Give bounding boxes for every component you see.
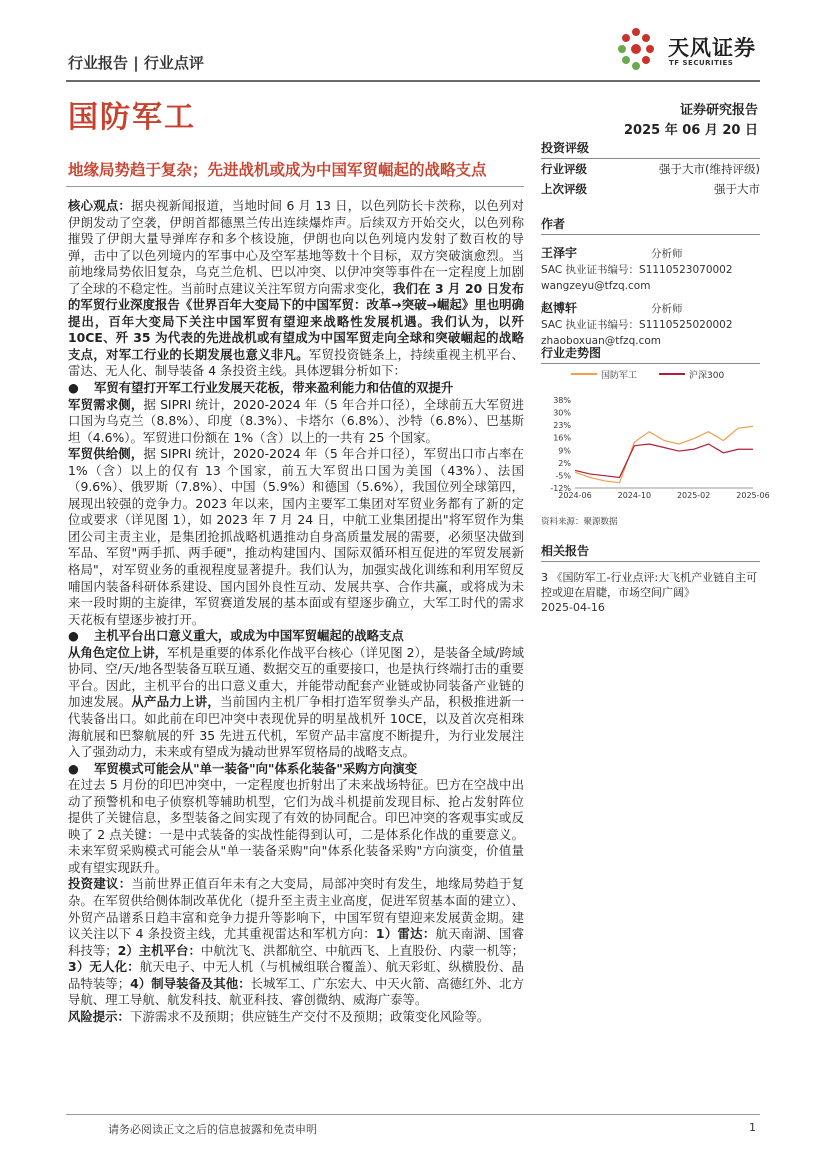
sidebar — [541, 139, 760, 349]
x-tick-label: 2024-06 — [558, 491, 592, 500]
page-number: 1 — [749, 1121, 756, 1134]
para-invest: 投资建议：当前世界正值百年未有之大变局，局部冲突时有发生，地缘局势趋于复杂。在军贸供给侧体制改革优化（提升至主责主业高度，促进军贸基本面的建立）、外贸产品谱系日趋丰富和竞争力提升等影响下，中国军贸有望迎来发展黄金期。建议关注以下 4 条投资主线，尤其重视雷达和军机方向：1）雷达：航天南湖、国睿科技等；2）主机平台：中航沈飞、洪都航空、中航西飞、上直股份、内蒙一机等；3）无人化：航天电子、中无人机（与机械组联合覆盖）、航天彩虹、纵横股份、晶品特装等；4）制导装备及其他：长城军工、广东宏大、中天火箭、高德红外、北方导航、理工导航、航发科技、航亚科技、睿创微纳、威海广泰等。 — [68, 876, 525, 1008]
footer-rule — [66, 1114, 760, 1115]
chart-heading: 行业走势图 — [541, 344, 760, 364]
series-line — [575, 426, 753, 482]
bullet-heading-3: ● 军贸模式可能会从"单一装备"向"体系化装备"采购方向演变 — [68, 760, 418, 776]
logo-text-cn: 天风证券 — [668, 36, 756, 60]
bullet-heading-2: ● 主机平台出口意义重大，或成为中国军贸崛起的战略支点 — [68, 628, 404, 644]
analyst-2: 赵博轩 分析师 SAC 执业证书编号：S1110525020002 zhaoboxuan@tfzq.com — [541, 300, 760, 349]
doc-kind: 证券研究报告 — [679, 103, 758, 118]
title-rule — [66, 186, 524, 187]
logo-mark-icon — [618, 28, 654, 70]
logo-text-en: TF SECURITIES — [669, 59, 734, 67]
authors-heading: 作者 — [541, 215, 760, 235]
chart-source: 资料来源：聚源数据 — [541, 517, 618, 527]
y-tick-label: 16% — [553, 433, 571, 443]
analyst-1: 王泽宇 分析师 SAC 执业证书编号：S1110523070002 wangzeyu@tfzq.com — [541, 245, 760, 294]
footer-disclaimer: 请务必阅读正文之后的信息披露和免责申明 — [108, 1123, 317, 1136]
x-tick-label: 2024-10 — [617, 491, 652, 500]
bullet-heading-1: ● 军贸有望打开军工行业发展天花板，带来盈利能力和估值的双提升 — [68, 380, 454, 396]
x-tick-label: 2025-06 — [736, 491, 770, 500]
prev-rating-row: 上次评级 强于大市 — [541, 182, 760, 196]
para-core-view: 核心观点：据央视新闻报道，当地时间 6 月 13 日，以色列防长卡茨称，以色列对伊朗发动了空袭，伊朗首都德黑兰传出连续爆炸声。后续双方开始交火，以色列称摧毁了伊朗大量导弹库存和多个核设施，伊朗也向以色列境内发射了数百枚的导弹，击中了以色列境内的军事中心及空军基地等数十个目标，双方突破演愈烈。当前地缘局势依旧复杂，乌克兰危机、巴以冲突、以伊冲突等事件在一定程度上加剧了全球的不稳定性。当前时点建议关注军贸方向需求变化，我们在 3 月 20 日发布的军贸行业深度报告《世界百年大变局下的中国军贸：改革→突破→崛起》里也明确提出，百年大变局下关注中国军贸有望迎来战略性发展机遇。我们认为，以歼 10CE、歼 35 为代表的先进战机或有望成为中国军贸走向全球和突破崛起的战略支点，对军工行业的长期发展也意义非凡。军贸投资链条上，持续重视主机平台、雷达、无人化、制导装备 4 条投资主线。具体逻辑分析如下： — [68, 198, 525, 379]
analyst-2-email[interactable]: zhaoboxuan@tfzq.com — [541, 335, 662, 347]
related-report-date: 2025-04-16 — [541, 601, 605, 614]
y-tick-label: 2% — [558, 458, 571, 468]
industry-title: 国防军工 — [68, 100, 196, 135]
y-tick-label: -5% — [555, 471, 571, 481]
para-demand: 军贸需求侧，据 SIPRI 统计，2020-2024 年（5 年合并口径），全球前五大军贸进口国为乌克兰（8.8%）、印度（8.3%）、卡塔尔（6.8%）、沙特（6.8%）、巴基斯坦（4.6%）。军贸进口份额在 1%（含）以上的一共有 25 个国家。 — [68, 396, 524, 445]
industry-trend-chart — [541, 360, 770, 512]
y-tick-label: 9% — [558, 446, 571, 456]
header-rule — [66, 80, 760, 82]
report-date: 2025 年 06 月 20 日 — [624, 123, 758, 138]
para-role: 从角色定位上讲，军机是重要的体系化作战平台核心（详见图 2），是装备全域/跨域协同、空/天/地各型装备互联互通、数据交互的重要接口，也是执行终端打击的重要平台。因此，主机平台的出口意义重大，并能带动配套产业链或协同装备产业链的加速发展。从产品力上讲，当前国内主机厂争相打造军贸拳头产品，积极推进新一代装备出口。如此前在印巴冲突中表现优异的明星战机歼 10CE，以及首次亮相珠海航展和巴黎航展的歼 35 先进五代机，军贸产品丰富度不断提升，为行业发展注入了强劲动力，未来或有望成为撬动世界军贸格局的战略支点。 — [68, 644, 525, 760]
related-heading: 相关报告 — [541, 542, 760, 562]
x-tick-label: 2025-02 — [676, 491, 711, 500]
para-supply: 军贸供给侧，据 SIPRI 统计，2020-2024 年（5 年合并口径），军贸出口市占率在 1%（含）以上的仅有 13 个国家，前五大军贸出口国为美国（43%）、法国（9.6%）、俄罗斯（7.8%）、中国（5.9%）和德国（5.6%），我国位列全球第四，展现出较强的竞争力。2023 年以来，国内主要军工集团对军贸业务都有了新的定位或要求（详见图 1），如 2023 年 7 月 24 日，中航工业集团提出"将军贸作为集团公司主责主业，是集团抢抓战略机遇推动自身高质量发展的需要，必须坚决做到军品、军贸"两手抓、两手硬"，推动构建国内、国际双循环相互促进的军贸发展新格局"，对军贸业务的重视程度显著提升。我们认为，加强实战化训练和利用军贸反哺国内装备科研体系建设、国内国外良性互动、发展共享、合作共赢，或将成为未来一段时期的主旋律，军贸赛道发展的基本面或有望逐步确立，大军工时代的需求天花板有望逐步被打开。 — [68, 446, 524, 627]
series-line — [575, 444, 753, 477]
legend-label: 国防军工 — [601, 371, 638, 381]
para-system: 在过去 5 月份的印巴冲突中，一定程度也折射出了未来战场特征。巴方在空战中出动了预警机和电子侦察机等辅助机型，它们为战斗机提前发现目标、抢占发射阵位提供了关键信息，多型装备之间实现了有效的协同配合。印巴冲突的客观事实或反映了 2 点关键：一是中式装备的实战性能得到认可，二是体系化作战的重要意义。未来军贸采购模式可能会从"单一装备采购"向"体系化装备采购"方向演变，价值量或有望实现跃升。 — [68, 777, 524, 875]
rating-row: 行业评级 强于大市(维持评级) — [541, 162, 760, 176]
related-reports — [541, 542, 760, 614]
para-risk: 风险提示：下游需求不及预期；供应链生产交付不及预期；政策变化风险等。 — [68, 1008, 490, 1024]
y-tick-label: 30% — [553, 408, 571, 418]
rating-heading: 投资评级 — [541, 139, 760, 159]
analyst-1-email[interactable]: wangzeyu@tfzq.com — [541, 280, 651, 292]
report-type: 行业报告 | 行业点评 — [68, 54, 204, 72]
related-report-link[interactable]: 3 《国防军工-行业点评:大飞机产业链自主可控或迎在眉睫，市场空间广阔》 — [541, 571, 758, 599]
y-tick-label: 23% — [553, 421, 571, 431]
y-tick-label: -12% — [550, 484, 571, 493]
main-body — [68, 198, 524, 1025]
legend-label: 沪深300 — [689, 371, 725, 381]
report-title: 地缘局势趋于复杂；先进战机或成为中国军贸崛起的战略支点 — [68, 161, 487, 179]
y-tick-label: 38% — [553, 396, 571, 405]
